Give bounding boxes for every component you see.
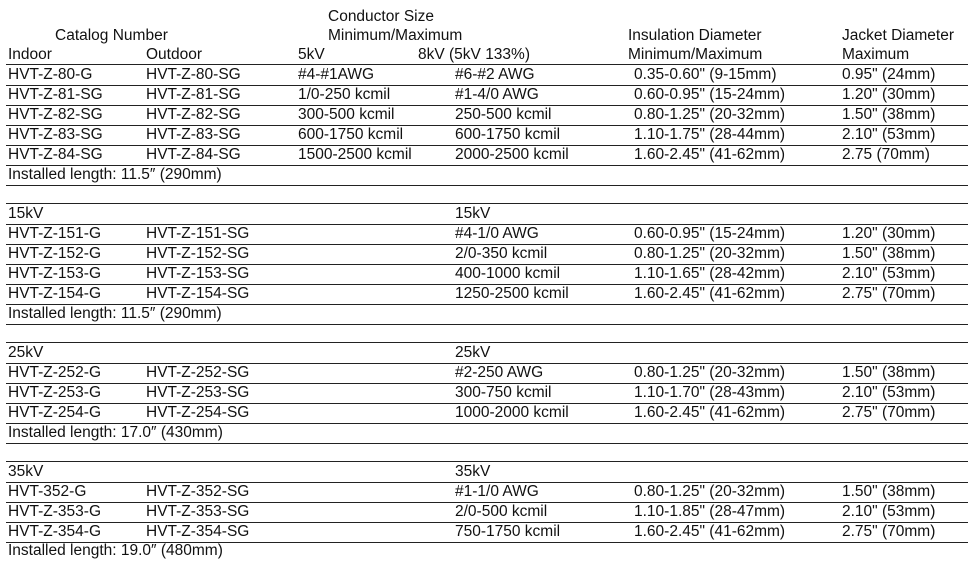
section-label-row [6,204,968,225]
outdoor-catalog-number: HVT-Z-252-SG [146,364,250,381]
insulation-diameter: 0.60-0.95" (15-24mm) [634,225,786,242]
table-row [6,244,968,265]
jacket-diameter: 1.20" (30mm) [842,225,936,242]
insulation-diameter: 0.80-1.25" (20-32mm) [634,106,786,123]
jacket-diameter: 2.10" (53mm) [842,384,936,401]
insulation-diameter: 1.60-2.45" (41-62mm) [634,285,786,302]
section-voltage-label: 15kV [8,205,44,222]
jacket-diameter: 2.75" (70mm) [842,285,936,302]
insulation-diameter: 0.60-0.95" (15-24mm) [634,86,786,103]
indoor-catalog-number: HVT-Z-84-SG [8,146,103,163]
table-row [6,522,968,543]
outdoor-catalog-number: HVT-Z-254-SG [146,404,250,421]
insulation-diameter: 1.10-1.75" (28-44mm) [634,126,786,143]
insulation-diameter: 1.60-2.45" (41-62mm) [634,404,786,421]
section-voltage-label-conductor: 35kV [455,463,491,480]
conductor-size: #4-1/0 AWG [455,225,539,242]
insulation-min-max-heading: Minimum/Maximum [628,46,763,63]
jacket-diameter: 2.75" (70mm) [842,404,936,421]
insulation-diameter: 1.60-2.45" (41-62mm) [634,146,786,163]
indoor-catalog-number: HVT-352-G [8,483,87,500]
conductor-size-heading: Conductor Size [328,8,434,25]
outdoor-catalog-number: HVT-Z-154-SG [146,285,250,302]
outdoor-catalog-number: HVT-Z-152-SG [146,245,250,262]
indoor-catalog-number: HVT-Z-153-G [8,265,102,282]
outdoor-catalog-number: HVT-Z-84-SG [146,146,241,163]
indoor-catalog-number: HVT-Z-82-SG [8,106,103,123]
conductor-size: #1-1/0 AWG [455,483,539,500]
jacket-max-heading: Maximum [842,46,910,63]
section-label-row [6,462,968,483]
outdoor-catalog-number: HVT-Z-253-SG [146,384,250,401]
jacket-diameter: 2.10" (53mm) [842,265,936,282]
conductor-size-8kv: #6-#2 AWG [455,66,535,83]
conductor-size-8kv: 2000-2500 kcmil [455,146,569,163]
table-row [6,145,968,166]
installed-length-row [6,423,968,444]
jacket-diameter: 1.50" (38mm) [842,106,936,123]
indoor-catalog-number: HVT-Z-252-G [8,364,102,381]
catalog-number-heading: Catalog Number [55,27,168,44]
indoor-catalog-number: HVT-Z-353-G [8,503,102,520]
insulation-diameter: 1.10-1.85" (28-47mm) [634,503,786,520]
table-row [6,65,968,86]
installed-length-row [6,304,968,325]
indoor-catalog-number: HVT-Z-80-G [8,66,93,83]
installed-length: Installed length: 17.0″ (430mm) [8,424,223,441]
indoor-catalog-number: HVT-Z-83-SG [8,126,103,143]
indoor-heading: Indoor [8,46,52,63]
insulation-diameter: 1.60-2.45" (41-62mm) [634,523,786,540]
table-row [6,482,968,503]
table-row [6,224,968,245]
insulation-diameter: 0.80-1.25" (20-32mm) [634,483,786,500]
conductor-size: 300-750 kcmil [455,384,552,401]
installed-length-row [6,541,968,561]
conductor-size: #2-250 AWG [455,364,544,381]
outdoor-heading: Outdoor [146,46,203,63]
outdoor-catalog-number: HVT-Z-353-SG [146,503,250,520]
outdoor-catalog-number: HVT-Z-354-SG [146,523,250,540]
insulation-diameter-heading: Insulation Diameter [628,27,762,44]
table-row [6,105,968,126]
table-row [6,85,968,106]
jacket-diameter: 0.95" (24mm) [842,66,936,83]
jacket-diameter: 2.10" (53mm) [842,126,936,143]
conductor-size: 750-1750 kcmil [455,523,561,540]
installed-length-row [6,165,968,186]
table-row [6,383,968,404]
section-label-row [6,343,968,364]
jacket-diameter: 1.50" (38mm) [842,364,936,381]
installed-length: Installed length: 11.5″ (290mm) [8,166,222,183]
indoor-catalog-number: HVT-Z-154-G [8,285,102,302]
jacket-diameter: 2.75" (70mm) [842,523,936,540]
jacket-diameter: 1.20" (30mm) [842,86,936,103]
indoor-catalog-number: HVT-Z-152-G [8,245,102,262]
conductor-size: 1000-2000 kcmil [455,404,569,421]
section-voltage-label: 35kV [8,463,44,480]
outdoor-catalog-number: HVT-Z-82-SG [146,106,241,123]
jacket-diameter: 1.50" (38mm) [842,483,936,500]
table-row [6,264,968,285]
table-row [6,502,968,523]
conductor-size: 1250-2500 kcmil [455,285,569,302]
section-voltage-label-conductor: 25kV [455,344,491,361]
outdoor-catalog-number: HVT-Z-81-SG [146,86,241,103]
insulation-diameter: 1.10-1.65" (28-42mm) [634,265,786,282]
insulation-diameter: 0.80-1.25" (20-32mm) [634,245,786,262]
jacket-diameter: 2.10" (53mm) [842,503,936,520]
insulation-diameter: 1.10-1.70" (28-43mm) [634,384,786,401]
outdoor-catalog-number: HVT-Z-80-SG [146,66,241,83]
insulation-diameter: 0.35-0.60" (9-15mm) [634,66,777,83]
indoor-catalog-number: HVT-Z-151-G [8,225,102,242]
indoor-catalog-number: HVT-Z-253-G [8,384,102,401]
conductor-size-5kv: 600-1750 kcmil [298,126,404,143]
jacket-diameter-heading: Jacket Diameter [842,27,954,44]
jacket-diameter: 2.75 (70mm) [842,146,930,163]
conductor-size: 2/0-500 kcmil [455,503,548,520]
installed-length: Installed length: 11.5″ (290mm) [8,305,222,322]
conductor-size-8kv: #1-4/0 AWG [455,86,539,103]
8kv-heading: 8kV (5kV 133%) [418,46,530,63]
conductor-size: 2/0-350 kcmil [455,245,548,262]
table-row [6,125,968,146]
conductor-size-5kv: 1500-2500 kcmil [298,146,412,163]
conductor-size-5kv: 300-500 kcmil [298,106,395,123]
section-voltage-label: 25kV [8,344,44,361]
5kv-heading: 5kV [298,46,325,63]
table-row [6,284,968,305]
indoor-catalog-number: HVT-Z-254-G [8,404,102,421]
table-row [6,403,968,424]
conductor-min-max-heading: Minimum/Maximum [328,27,463,44]
table-row [6,363,968,384]
jacket-diameter: 1.50" (38mm) [842,245,936,262]
section-voltage-label-conductor: 15kV [455,205,491,222]
outdoor-catalog-number: HVT-Z-151-SG [146,225,250,242]
conductor-size-5kv: #4-#1AWG [298,66,375,83]
indoor-catalog-number: HVT-Z-81-SG [8,86,103,103]
outdoor-catalog-number: HVT-Z-352-SG [146,483,250,500]
conductor-size-8kv: 600-1750 kcmil [455,126,561,143]
conductor-size-8kv: 250-500 kcmil [455,106,552,123]
insulation-diameter: 0.80-1.25" (20-32mm) [634,364,786,381]
outdoor-catalog-number: HVT-Z-83-SG [146,126,241,143]
installed-length: Installed length: 19.0″ (480mm) [8,542,223,559]
indoor-catalog-number: HVT-Z-354-G [8,523,102,540]
conductor-size: 400-1000 kcmil [455,265,561,282]
outdoor-catalog-number: HVT-Z-153-SG [146,265,250,282]
conductor-size-5kv: 1/0-250 kcmil [298,86,391,103]
